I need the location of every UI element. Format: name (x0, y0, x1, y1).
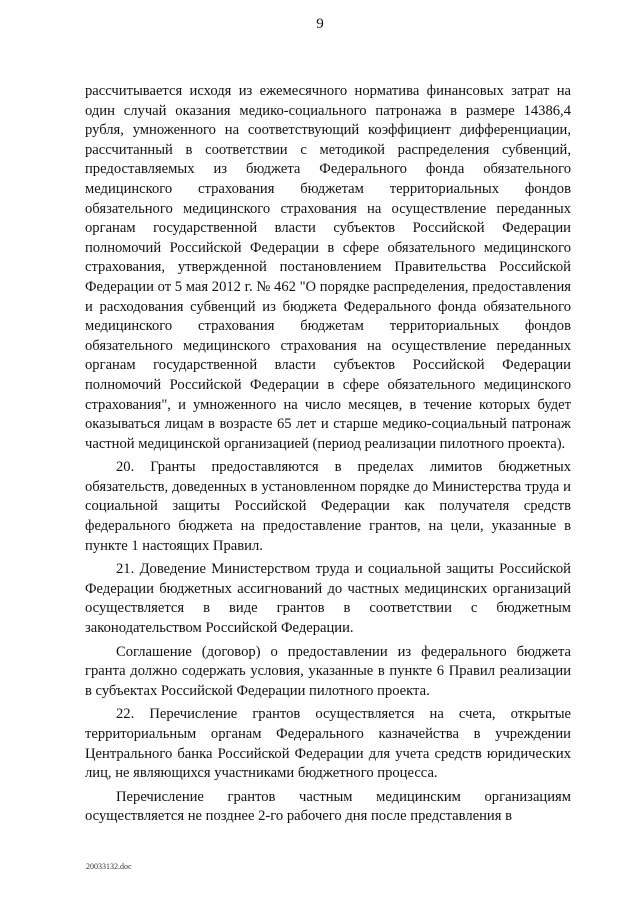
paragraph-20-grants-limits: 20. Гранты предоставляются в пределах лимитов бюджетных обязательств, доведенных в установленном порядке до Министерства труда и социальной защиты Российской Федерации как получателя средств федерального бюджета на предоставление грантов, на цели, указанные в пункте 1 настоящих Правил. (85, 459, 571, 554)
paragraph-22-grant-transfer: 22. Перечисление грантов осуществляется на счета, открытые территориальным органам Федерального казначейства в учреждении Центрального банка Российской Федерации для учета средств юридических лиц, не являющихся участниками бюджетного процесса. (85, 706, 571, 782)
page-number: 9 (316, 16, 324, 32)
paragraph-subsidy-calculation: рассчитывается исходя из ежемесячного норматива финансовых затрат на один случай оказания медико-социального патронажа в размере 14386,4 рубля, умноженного на соответствующий коэффициент дифференциации, рассчитанный в соответствии с методикой распределения субвенций, предоставляемых из бюджета Федерального фонда обязательного медицинского страхования бюджетам территориальных фондов обязательного медицинского страхования на осуществление переданных органам государственной власти субъектов Российской Федерации полномочий Российской Федерации в сфере обязательного медицинского страхования, утвержденной постановлением Правительства Российской Федерации от 5 мая 2012 г. № 462 "О порядке распределения, предоставления и расходования субвенций из бюджета Федерального фонда обязательного медицинского страхования бюджетам территориальных фондов обязательного медицинского страхования на осуществление переданных органам государственной власти субъектов Российской Федерации полномочий Российской Федерации в сфере обязательного медицинского страхования", и умноженного на число месяцев, в течение которых будет оказываться лицам в возрасте 65 лет и старше медико-социальный патронаж частной медицинской организацией (период реализации пилотного проекта). (85, 83, 571, 452)
paragraph-transfer-deadline: Перечисление грантов частным медицинским организациям осуществляется не позднее 2-го рабочего дня после представления в (85, 788, 571, 825)
document-body (85, 82, 571, 827)
footer-filename: 20033132.doc (86, 862, 132, 871)
paragraph-agreement-conditions: Соглашение (договор) о предоставлении из федерального бюджета гранта должно содержать условия, указанные в пункте 6 Правил реализации в субъектах Российской Федерации пилотного проекта. (85, 643, 571, 699)
paragraph-21-budget-allocations: 21. Доведение Министерством труда и социальной защиты Российской Федерации бюджетных ассигнований до частных медицинских организаций осуществляется в виде грантов в соответствии с бюджетным законодательством Российской Федерации. (85, 561, 571, 637)
